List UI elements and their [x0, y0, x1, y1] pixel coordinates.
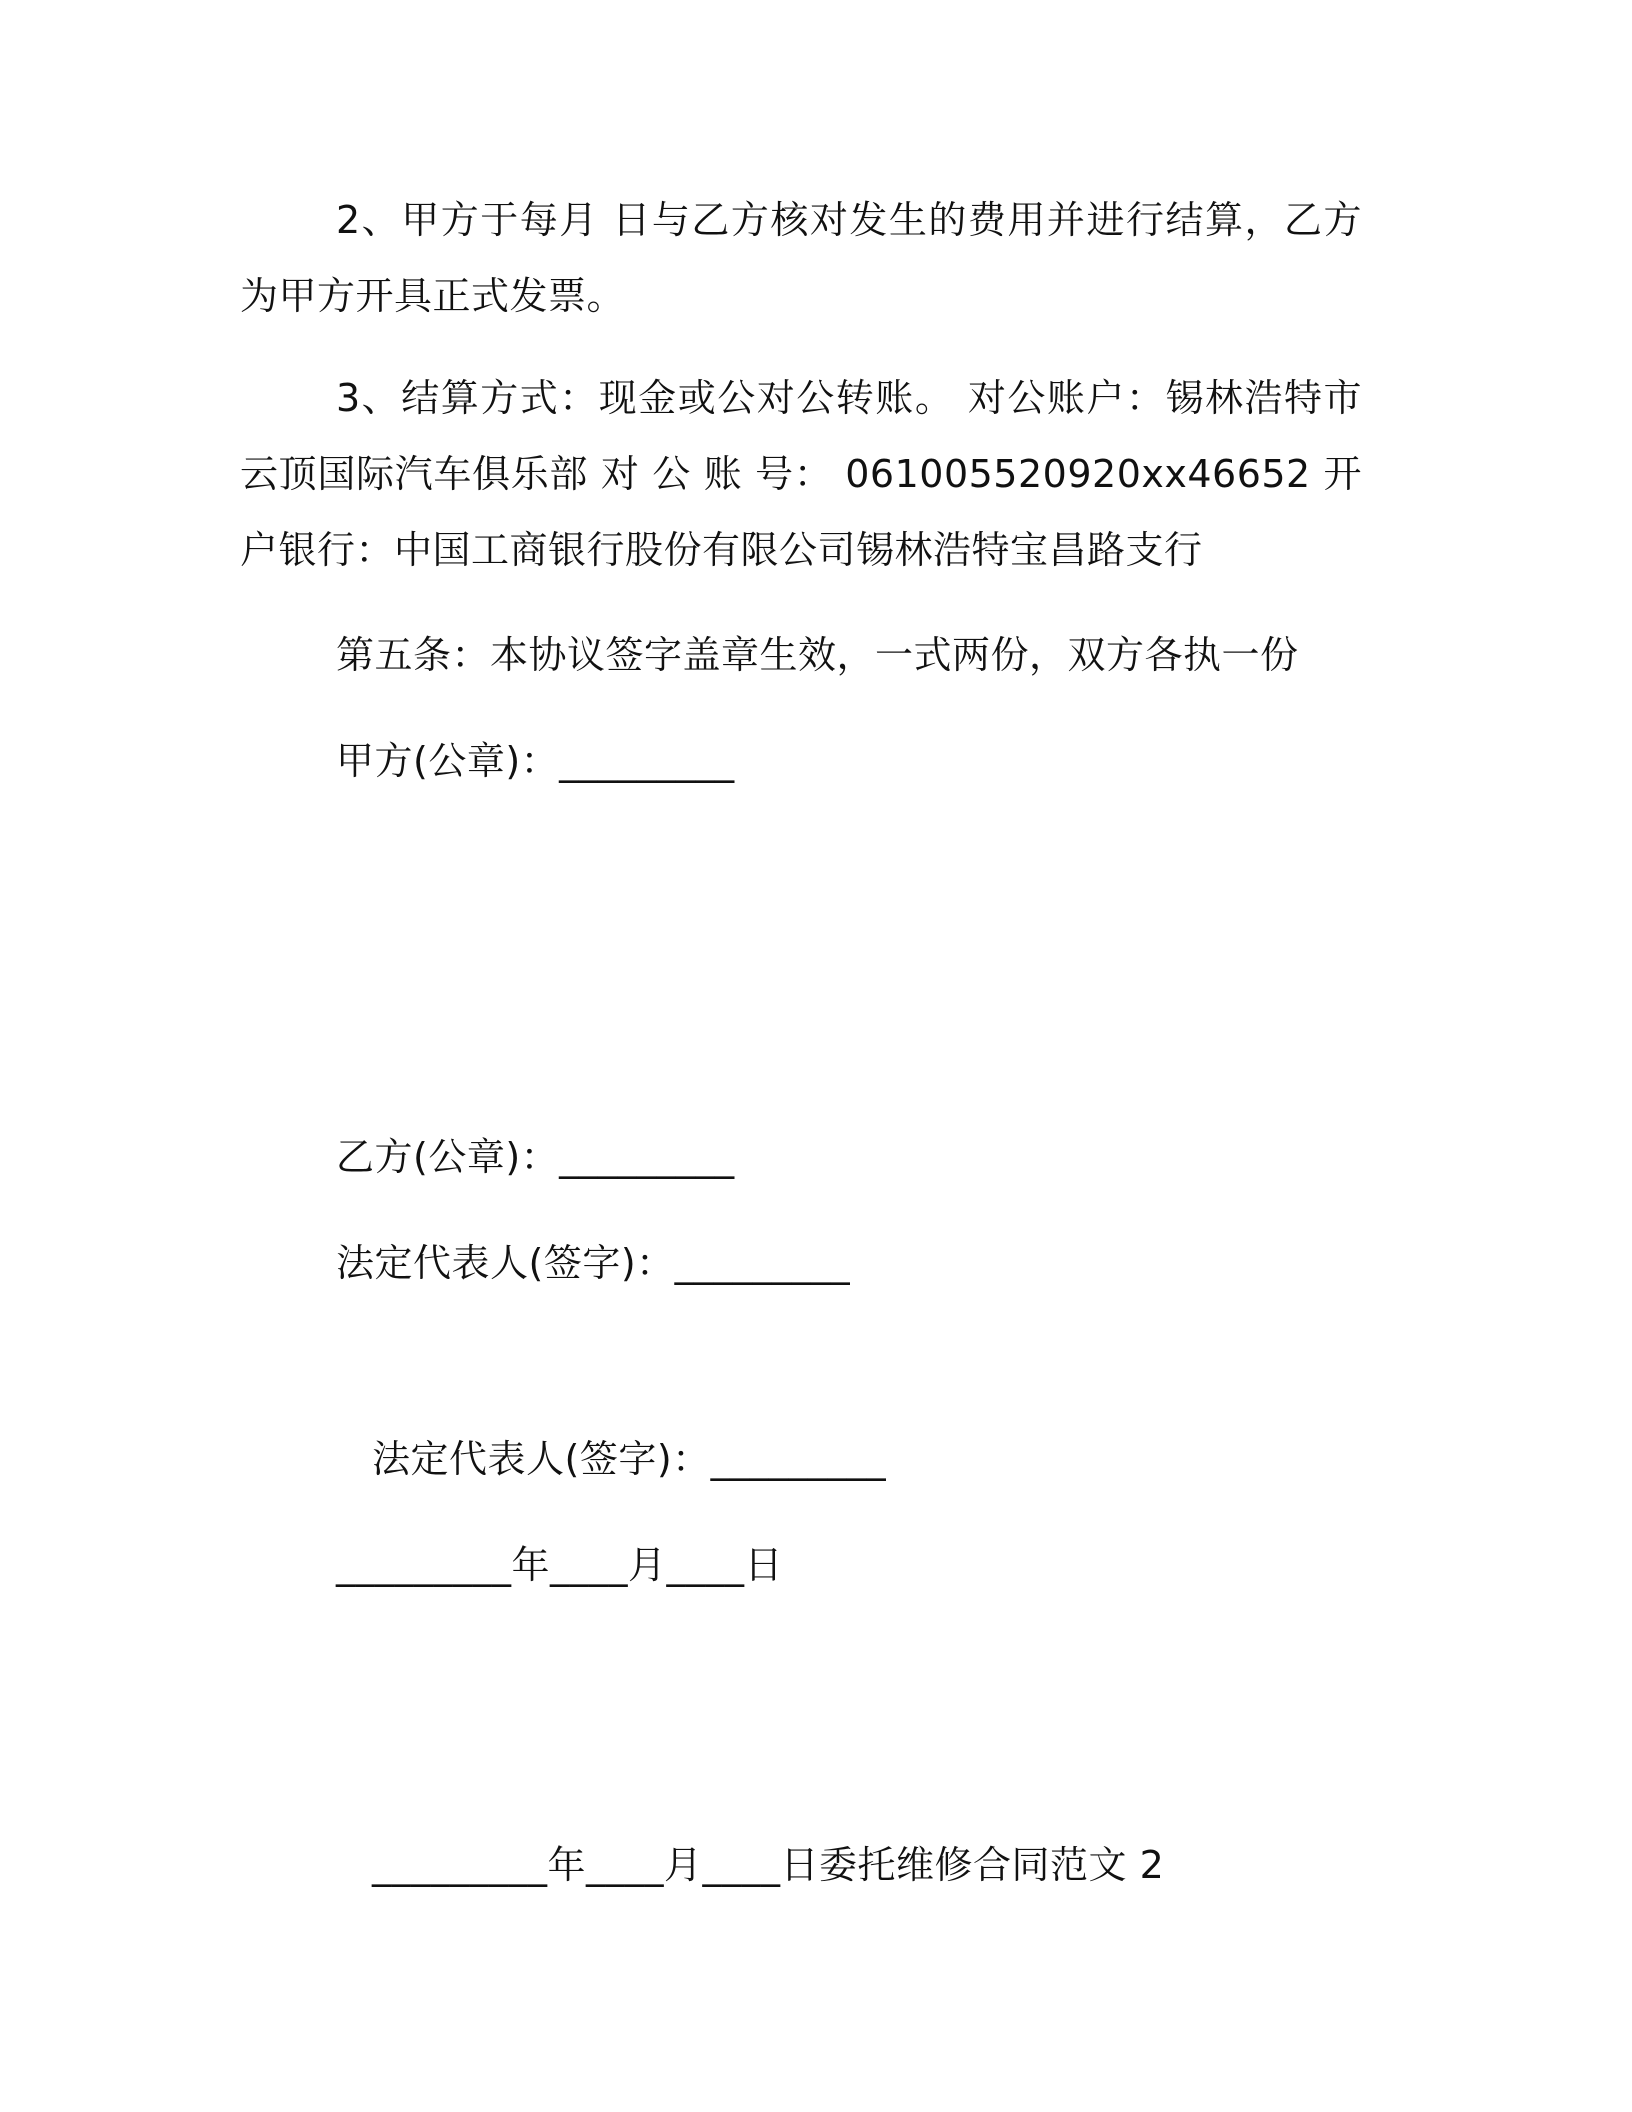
clause-item-2: 2、甲方于每月 日与乙方核对发生的费用并进行结算，乙方为甲方开具正式发票。: [240, 198, 1362, 318]
legal-representative-signature-2: 法定代表人(签字)：_________: [372, 1437, 887, 1481]
article-five: 第五条：本协议签字盖章生效，一式两份，双方各执一份: [336, 633, 1299, 677]
date-and-next-title-line: _________年____月____日委托维修合同范文 2: [372, 1843, 1165, 1887]
party-a-seal-line: 甲方(公章)：_________: [336, 739, 735, 783]
legal-representative-signature-1: 法定代表人(签字)：_________: [336, 1241, 851, 1285]
clause-item-3: 3、结算方式：现金或公对公转账。 对公账户：锡林浩特市云顶国际汽车俱乐部 对 公 账 号： 061005520920xx46652 开户银行：中国工商银行股份有限公司锡林浩特宝昌路支行: [240, 376, 1362, 572]
party-b-seal-line: 乙方(公章)：_________: [336, 1135, 735, 1179]
date-line: _________年____月____日: [336, 1543, 784, 1587]
